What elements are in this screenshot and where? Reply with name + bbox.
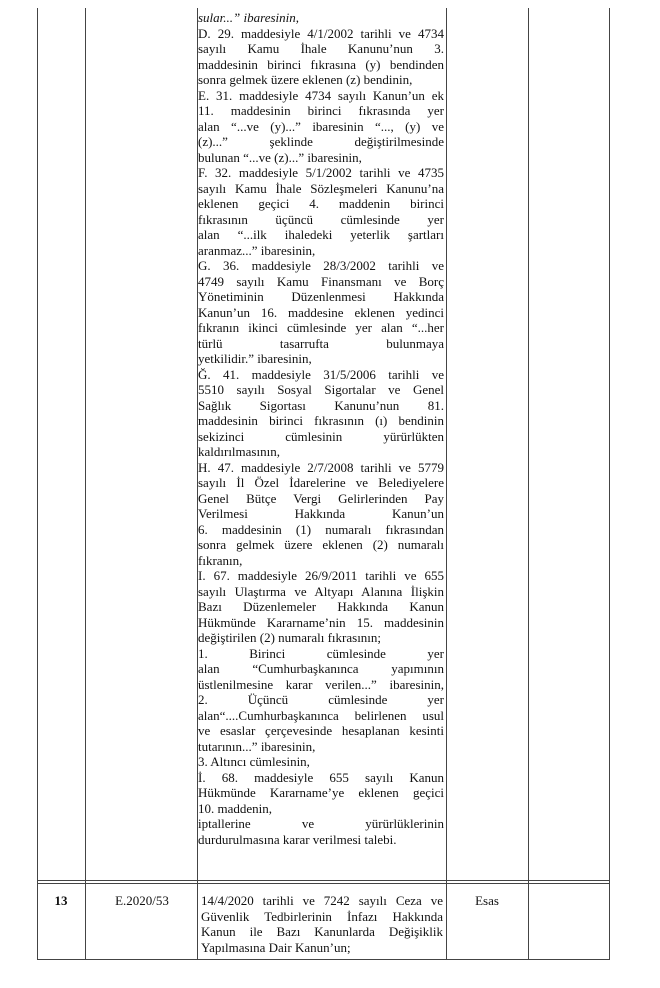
text-line: (z)...” şeklinde değiştirilmesinde [198, 134, 444, 149]
text-line: türlü tasarrufta bulunmaya [198, 335, 444, 351]
text-line: Verilmesi Hakkında Kanun’un [198, 506, 444, 521]
text-line: D. 29. maddesiyle 4/1/2002 tarihli ve 4734 [198, 25, 444, 41]
text-line: 1. Birinci cümlesinde yer [198, 645, 444, 661]
text-line: sonra gelmek üzere eklenen (2) numaralı [198, 537, 444, 552]
grid-line [37, 883, 610, 884]
text-line: 6. maddesinin (1) numaralı fıkrasından [198, 521, 444, 537]
grid-line [85, 8, 86, 960]
text-line: sular...” ibaresinin, [198, 10, 300, 25]
text-line: Yapılmasına Dair Kanun’un; [201, 939, 351, 955]
text-line: E. 31. maddesiyle 4734 sayılı Kanun’un ek [198, 87, 444, 103]
grid-line [528, 8, 529, 960]
text-line: F. 32. maddesiyle 5/1/2002 tarihli ve 4735 [198, 165, 444, 180]
text-line: fıkranın, [198, 552, 243, 568]
text-line: sayılı Kamu İhale Kanunu’nun 3. [198, 41, 444, 56]
text-line: İ. 68. maddesiyle 655 sayılı Kanun [198, 769, 444, 785]
text-line: sekizinci cümlesinin yürürlükten [198, 428, 444, 444]
grid-line [446, 8, 447, 960]
text-line: Kanun ile Bazı Kanunlarda Değişiklik [201, 924, 443, 939]
text-line: H. 47. maddesiyle 2/7/2008 tarihli ve 5779 [198, 459, 444, 475]
grid-line [37, 959, 610, 960]
text-line: kaldırılmasının, [198, 444, 280, 459]
text-line: alan “...ve (y)...” ibaresinin “..., (y) ve [198, 118, 444, 134]
text-line: Hükmünde Kararname’nin 15. maddesinin [198, 614, 444, 630]
text-line: sayılı Ulaştırma ve Altyapı Alanına İlişkin [198, 583, 444, 599]
text-line: yetkilidir.” ibaresinin, [198, 351, 312, 366]
grid-line [37, 880, 610, 881]
text-line: fıkrasının üçüncü cümlesinde yer [198, 211, 444, 227]
text-line: 14/4/2020 tarihli ve 7242 sayılı Ceza ve [201, 893, 443, 908]
text-line: değiştirilen (2) numaralı fıkrasının; [198, 630, 382, 645]
text-line: üstlenilmesine karar verilen...” ibaresinin, [198, 676, 444, 692]
result-text: Esas [475, 893, 499, 908]
text-line: ve esaslar çerçevesinde hesaplanan kesinti [198, 723, 444, 738]
grid-line [37, 8, 38, 960]
text-line: alan “...ilk ihaledeki yeterlik şartları [198, 227, 444, 242]
text-line: sayılı İl Özel İdarelerine ve Belediyelere [198, 475, 444, 490]
text-line: alan “Cumhurbaşkanınca yapımının [198, 661, 444, 676]
text-line: 11. maddesinin birinci fıkrasında yer [198, 103, 444, 118]
text-line: Bazı Düzenlemeler Hakkında Kanun [198, 599, 444, 614]
text-line: sayılı Kamu İhale Sözleşmeleri Kanunu’na [198, 180, 444, 196]
text-line: Genel Bütçe Vergi Gelirlerinden Pay [198, 490, 444, 506]
text-line: Güvenlik Tedbirlerinin İnfazı Hakkında [201, 908, 443, 924]
text-line: bulunan “...ve (z)...” ibaresinin, [198, 149, 362, 165]
text-line: durdurulmasına karar verilmesi talebi. [198, 831, 397, 847]
text-line: 2. Üçüncü cümlesinde yer [198, 692, 444, 707]
grid-line [609, 8, 610, 960]
row-number: 13 [54, 893, 68, 908]
text-line: 10. maddenin, [198, 800, 273, 816]
case-subject-text [201, 893, 443, 955]
text-line: Sağlık Sigortası Kanunu’nun 81. [198, 397, 444, 413]
text-line: fıkranın ikinci cümlesinde yer alan “...her [198, 320, 444, 335]
text-line: maddesinin birinci fıkrasına (y) bendinden [198, 56, 444, 72]
text-line: Hükmünde Kararname’ye eklenen geçici [198, 785, 444, 800]
text-line: sonra gelmek üzere eklenen (z) bendinin, [198, 72, 413, 87]
text-line: maddesinin birinci fıkrasının (ı) bendinin [198, 413, 444, 428]
text-line: G. 36. maddesiyle 28/3/2002 tarihli ve [198, 258, 444, 273]
text-line: 3. Altıncı cümlesinin, [198, 754, 310, 769]
case-number: E.2020/53 [115, 893, 169, 908]
text-line: 4749 sayılı Kamu Finansmanı ve Borç [198, 273, 444, 289]
text-line: tutarının...” ibaresinin, [198, 738, 316, 754]
text-line: Ğ. 41. maddesiyle 31/5/2006 tarihli ve [198, 366, 444, 382]
text-line: Kanun’un 16. maddesine eklenen yedinci [198, 304, 444, 320]
text-line: iptallerine ve yürürlüklerinin [198, 816, 444, 831]
text-line: I. 67. maddesiyle 26/9/2011 tarihli ve 655 [198, 568, 444, 583]
text-line: Yönetiminin Düzenlenmesi Hakkında [198, 289, 444, 304]
text-line: 5510 sayılı Sosyal Sigortalar ve Genel [198, 382, 444, 397]
petition-text [198, 10, 444, 847]
text-line: eklenen geçici 4. maddenin birinci [198, 196, 444, 211]
text-line: aranmaz...” ibaresinin, [198, 242, 316, 258]
text-line: alan“....Cumhurbaşkanınca belirlenen usul [198, 707, 444, 723]
